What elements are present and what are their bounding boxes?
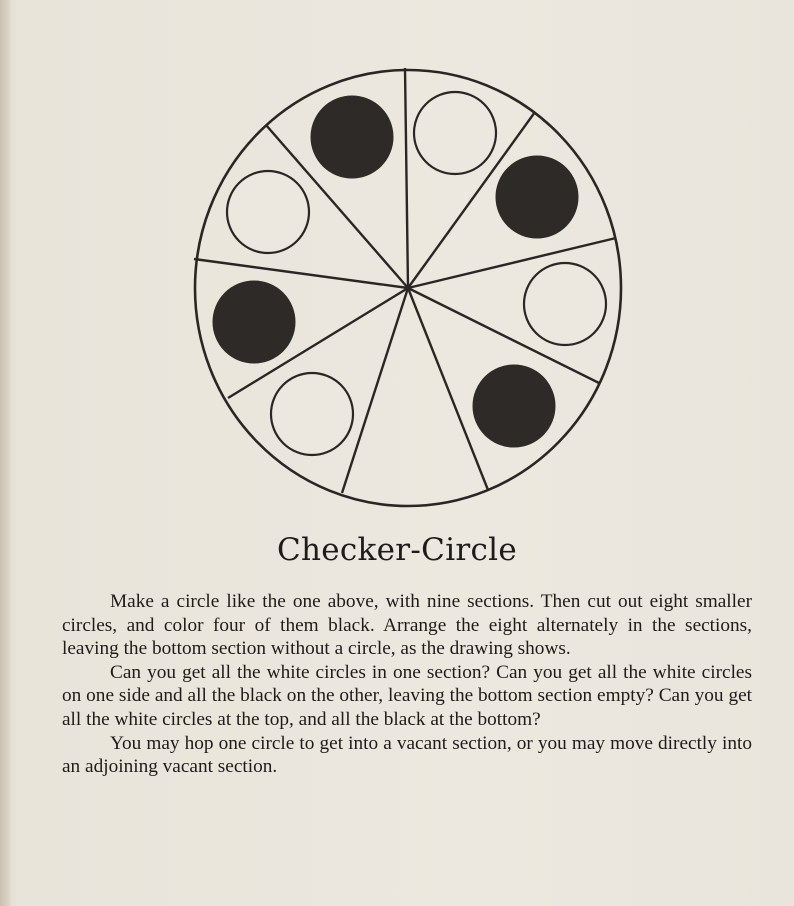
black-checker-piece — [496, 156, 578, 238]
section-divider — [194, 259, 408, 288]
instructions-text — [62, 590, 752, 779]
white-checker-piece — [227, 171, 309, 253]
section-divider — [405, 68, 408, 288]
section-divider — [342, 288, 408, 493]
section-divider — [408, 288, 488, 490]
game-board — [194, 68, 621, 506]
instruction-paragraph-3: You may hop one circle to get into a vacant section, or you may move directly into an adjoining vacant section. — [62, 732, 752, 778]
instruction-paragraph-1: Make a circle like the one above, with nine sections. Then cut out eight smaller circles, and color four of them black. Arrange the eight alternately in the sections, leaving the bottom section without a circle, as the drawing shows. — [62, 591, 752, 660]
black-checker-piece — [213, 281, 295, 363]
instruction-paragraph-2: Can you get all the white circles in one section? Can you get all the white circles on one side and all the black on the other, leaving the bottom section empty? Can you get all the white circles at the top, and all the black at the bottom? — [62, 661, 752, 730]
white-checker-piece — [524, 263, 606, 345]
page-title: Checker-Circle — [276, 532, 518, 568]
white-checker-piece — [414, 92, 496, 174]
white-checker-piece — [271, 373, 353, 455]
black-checker-piece — [311, 96, 393, 178]
black-checker-piece — [473, 365, 555, 447]
